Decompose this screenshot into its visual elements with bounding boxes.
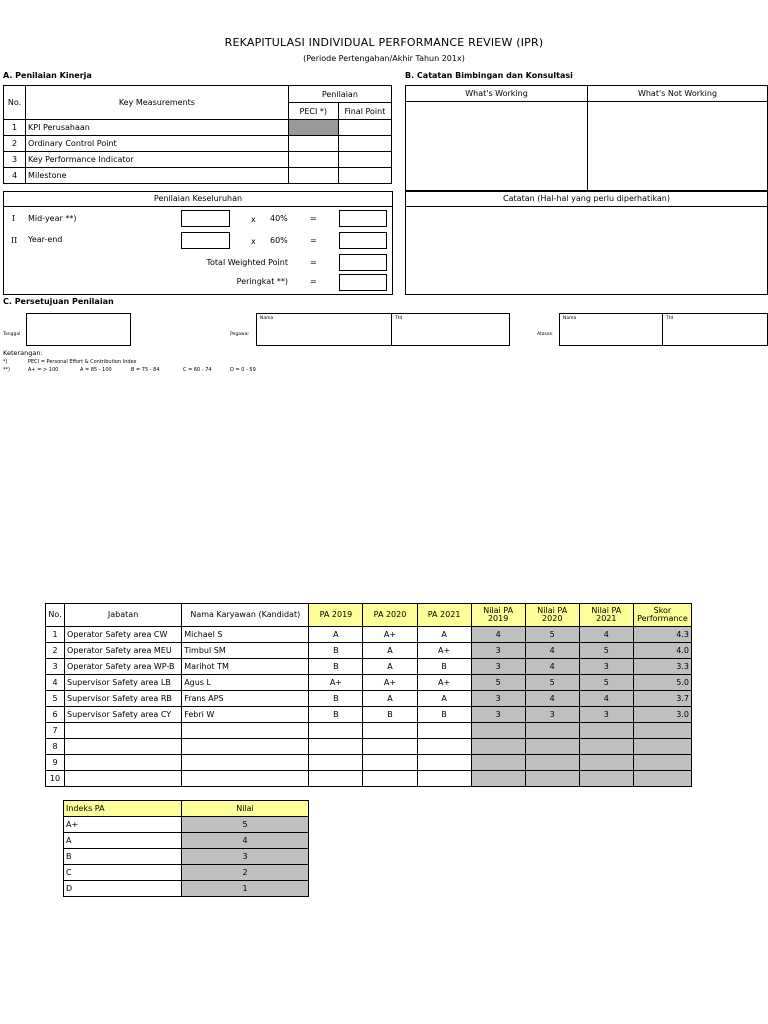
col-nama-karyawan: Nama Karyawan (Kandidat) [182, 604, 309, 627]
table-row [46, 643, 692, 659]
table-cell[interactable] [417, 739, 471, 755]
tanggal-field[interactable] [26, 313, 131, 346]
table-cell[interactable] [417, 723, 471, 739]
table-cell[interactable]: 4 [471, 627, 525, 643]
peci-cell[interactable] [288, 168, 338, 184]
table-cell[interactable]: A+ [363, 627, 417, 643]
table-cell[interactable] [471, 723, 525, 739]
table-cell[interactable]: 5 [525, 627, 579, 643]
table-cell[interactable]: D [64, 881, 182, 897]
year-end-label: Year-end [28, 235, 63, 244]
table-cell[interactable] [633, 739, 691, 755]
table-cell[interactable] [363, 739, 417, 755]
table-cell[interactable]: 4 [182, 833, 309, 849]
table-row [46, 723, 692, 739]
table-cell[interactable]: 10 [46, 771, 65, 787]
mid-year-label: Mid-year **) [28, 214, 77, 223]
col-no: No. [46, 604, 65, 627]
table-cell[interactable] [417, 755, 471, 771]
table-row [64, 865, 309, 881]
section-a-heading: A. Penilaian Kinerja [3, 71, 92, 80]
catatan-header: Catatan (Hal-hal yang perlu diperhatikan) [406, 192, 767, 207]
atasan-field[interactable]: Nama Ttd [559, 313, 768, 346]
table-cell[interactable] [471, 771, 525, 787]
mid-year-result[interactable] [339, 210, 387, 227]
peci-cell [288, 120, 338, 136]
table-cell[interactable]: 4 [525, 691, 579, 707]
table-cell[interactable] [309, 771, 363, 787]
table-cell[interactable]: 3 [525, 707, 579, 723]
kandidat-table [45, 603, 692, 787]
col-nilai-pa-2020: Nilai PA 2020 [525, 604, 579, 627]
table-row: 1 KPI Perusahaan [4, 120, 392, 136]
table-cell[interactable]: 5 [182, 817, 309, 833]
col-final-point: Final Point [338, 103, 391, 120]
pegawai-label: Pegawai [230, 332, 249, 337]
table-cell[interactable] [525, 755, 579, 771]
table-cell[interactable]: Operator Safety area WP-B [65, 659, 182, 675]
table-cell[interactable]: A+ [309, 675, 363, 691]
table-row [64, 881, 309, 897]
mid-year-input[interactable] [181, 210, 230, 227]
table-cell[interactable]: Supervisor Safety area LB [65, 675, 182, 691]
table-cell[interactable]: Febri W [182, 707, 309, 723]
table-cell[interactable] [65, 755, 182, 771]
table-cell[interactable]: 3 [471, 659, 525, 675]
final-point-cell[interactable] [338, 152, 391, 168]
table-cell[interactable]: 3 [182, 849, 309, 865]
table-cell[interactable] [309, 723, 363, 739]
table-cell[interactable]: 5 [471, 675, 525, 691]
table-cell[interactable] [471, 739, 525, 755]
table-row [46, 627, 692, 643]
indeks-pa-table [63, 800, 309, 897]
penilaian-kinerja-table [3, 85, 392, 184]
section-c-heading: C. Persetujuan Penilaian [3, 297, 114, 306]
table-cell[interactable]: 3 [579, 659, 633, 675]
year-end-result[interactable] [339, 232, 387, 249]
table-cell[interactable]: A [417, 691, 471, 707]
table-cell[interactable] [579, 723, 633, 739]
final-point-cell[interactable] [338, 168, 391, 184]
final-point-cell[interactable] [338, 136, 391, 152]
table-row [46, 691, 692, 707]
table-cell[interactable]: Agus L [182, 675, 309, 691]
table-cell[interactable]: B [417, 707, 471, 723]
peci-cell[interactable] [288, 136, 338, 152]
table-cell[interactable] [525, 739, 579, 755]
table-cell[interactable]: 5 [525, 675, 579, 691]
table-cell[interactable]: 5 [579, 643, 633, 659]
table-row: 2 Ordinary Control Point [4, 136, 392, 152]
table-cell[interactable]: A+ [417, 675, 471, 691]
table-cell[interactable] [633, 723, 691, 739]
col-nilai: Nilai [182, 801, 309, 817]
atasan-label: Atasan [537, 332, 553, 337]
col-nilai-pa-2019: Nilai PA 2019 [471, 604, 525, 627]
table-cell[interactable]: B [64, 849, 182, 865]
table-cell[interactable] [309, 739, 363, 755]
table-cell[interactable]: 2 [182, 865, 309, 881]
whats-not-working-area[interactable] [588, 102, 767, 190]
table-cell[interactable]: A+ [64, 817, 182, 833]
table-cell[interactable] [525, 723, 579, 739]
penilaian-keseluruhan-box: Penilaian Keseluruhan I Mid-year **) x 40% = II Year-end x 60% = Total Weighted Point = Peringkat **) = [3, 191, 393, 295]
table-cell[interactable]: B [363, 707, 417, 723]
table-row [46, 707, 692, 723]
table-cell[interactable]: B [417, 659, 471, 675]
year-end-input[interactable] [181, 232, 230, 249]
col-key-measurements: Key Measurements [26, 86, 289, 120]
working-box [405, 85, 768, 191]
col-indeks-pa: Indeks PA [64, 801, 182, 817]
table-cell[interactable] [417, 771, 471, 787]
total-weighted-input[interactable] [339, 254, 387, 271]
table-cell[interactable]: 3.3 [633, 659, 691, 675]
table-cell[interactable]: 1 [46, 627, 65, 643]
table-cell[interactable]: 3 [579, 707, 633, 723]
col-pa-2020: PA 2020 [363, 604, 417, 627]
table-cell[interactable] [182, 771, 309, 787]
table-cell[interactable] [65, 723, 182, 739]
table-cell[interactable]: 5 [46, 691, 65, 707]
table-cell[interactable]: A [363, 643, 417, 659]
table-cell[interactable]: 5.0 [633, 675, 691, 691]
table-cell[interactable]: Frans APS [182, 691, 309, 707]
table-cell[interactable] [182, 755, 309, 771]
page-subtitle: (Periode Pertengahan/Akhir Tahun 201x) [303, 54, 465, 63]
table-cell[interactable]: 4 [46, 675, 65, 691]
table-cell[interactable]: 3.0 [633, 707, 691, 723]
table-cell[interactable]: 3 [471, 643, 525, 659]
table-cell[interactable]: A [64, 833, 182, 849]
table-cell[interactable]: A+ [363, 675, 417, 691]
table-row [64, 817, 309, 833]
table-cell[interactable]: 4 [525, 659, 579, 675]
table-cell[interactable]: 1 [182, 881, 309, 897]
overall-heading: Penilaian Keseluruhan [4, 192, 392, 207]
table-cell[interactable] [525, 771, 579, 787]
table-row [46, 659, 692, 675]
table-cell[interactable]: 5 [579, 675, 633, 691]
table-cell[interactable]: A [309, 627, 363, 643]
peringkat-input[interactable] [339, 274, 387, 291]
table-cell[interactable]: Operator Safety area CW [65, 627, 182, 643]
table-cell[interactable]: A [363, 691, 417, 707]
table-cell[interactable]: 6 [46, 707, 65, 723]
table-cell[interactable] [65, 771, 182, 787]
col-no: No. [4, 86, 26, 120]
table-cell[interactable] [65, 739, 182, 755]
keterangan-peci: PECI = Personal Effort & Contribution Index [28, 359, 137, 365]
table-cell[interactable]: 3 [471, 707, 525, 723]
whats-working-header: What's Working [406, 86, 588, 102]
table-cell[interactable]: 7 [46, 723, 65, 739]
catatan-box [405, 191, 768, 295]
table-row [64, 849, 309, 865]
final-point-cell[interactable] [338, 120, 391, 136]
page-title: REKAPITULASI INDIVIDUAL PERFORMANCE REVIEW (IPR) [224, 36, 544, 49]
table-row [46, 739, 692, 755]
table-row [46, 675, 692, 691]
col-peci: PECI *) [288, 103, 338, 120]
col-pa-2019: PA 2019 [309, 604, 363, 627]
table-cell[interactable] [182, 739, 309, 755]
col-skor-performance: Skor Performance [633, 604, 691, 627]
table-cell[interactable] [633, 755, 691, 771]
table-cell[interactable]: Operator Safety area MEU [65, 643, 182, 659]
table-row [46, 771, 692, 787]
table-cell[interactable]: 4 [579, 691, 633, 707]
table-cell[interactable]: Supervisor Safety area RB [65, 691, 182, 707]
table-cell[interactable]: B [309, 659, 363, 675]
table-cell[interactable]: 4 [525, 643, 579, 659]
table-row [64, 833, 309, 849]
table-cell[interactable]: 3.7 [633, 691, 691, 707]
table-cell[interactable]: 4.3 [633, 627, 691, 643]
col-pa-2021: PA 2021 [417, 604, 471, 627]
table-cell[interactable] [309, 755, 363, 771]
total-weighted-label: Total Weighted Point [206, 258, 288, 267]
catatan-area[interactable] [406, 207, 767, 294]
table-cell[interactable]: Michael S [182, 627, 309, 643]
table-cell[interactable] [471, 755, 525, 771]
tanggal-label: Tanggal [3, 332, 21, 337]
keterangan-heading: Keterangan: [3, 349, 43, 357]
table-cell[interactable]: 4.0 [633, 643, 691, 659]
table-cell[interactable] [182, 723, 309, 739]
whats-working-area[interactable] [406, 102, 586, 190]
col-jabatan: Jabatan [65, 604, 182, 627]
col-penilaian: Penilaian [288, 86, 391, 103]
table-cell[interactable]: Timbul SM [182, 643, 309, 659]
table-cell[interactable]: 4 [579, 627, 633, 643]
section-b-heading: B. Catatan Bimbingan dan Konsultasi [405, 71, 573, 80]
peci-cell[interactable] [288, 152, 338, 168]
table-cell[interactable] [579, 771, 633, 787]
table-cell[interactable]: 2 [46, 643, 65, 659]
col-nilai-pa-2021: Nilai PA 2021 [579, 604, 633, 627]
table-cell[interactable]: A [363, 659, 417, 675]
table-cell[interactable] [363, 755, 417, 771]
table-cell[interactable]: 3 [46, 659, 65, 675]
table-row: 4 Milestone [4, 168, 392, 184]
table-cell[interactable] [363, 723, 417, 739]
table-cell[interactable]: B [309, 691, 363, 707]
table-cell[interactable]: 8 [46, 739, 65, 755]
table-cell[interactable]: Supervisor Safety area CY [65, 707, 182, 723]
table-cell[interactable]: A+ [417, 643, 471, 659]
table-cell[interactable] [633, 771, 691, 787]
table-cell[interactable]: B [309, 707, 363, 723]
table-cell[interactable]: B [309, 643, 363, 659]
table-cell[interactable]: A [417, 627, 471, 643]
table-cell[interactable] [579, 755, 633, 771]
whats-not-working-header: What's Not Working [588, 86, 767, 102]
table-cell[interactable]: 3 [471, 691, 525, 707]
table-row: 3 Key Performance Indicator [4, 152, 392, 168]
peringkat-label: Peringkat **) [236, 277, 288, 286]
pegawai-field[interactable]: Nama Ttd [256, 313, 510, 346]
table-cell[interactable]: 9 [46, 755, 65, 771]
table-cell[interactable] [579, 739, 633, 755]
table-cell[interactable] [363, 771, 417, 787]
table-cell[interactable]: Marihot TM [182, 659, 309, 675]
table-cell[interactable]: C [64, 865, 182, 881]
table-row [46, 755, 692, 771]
